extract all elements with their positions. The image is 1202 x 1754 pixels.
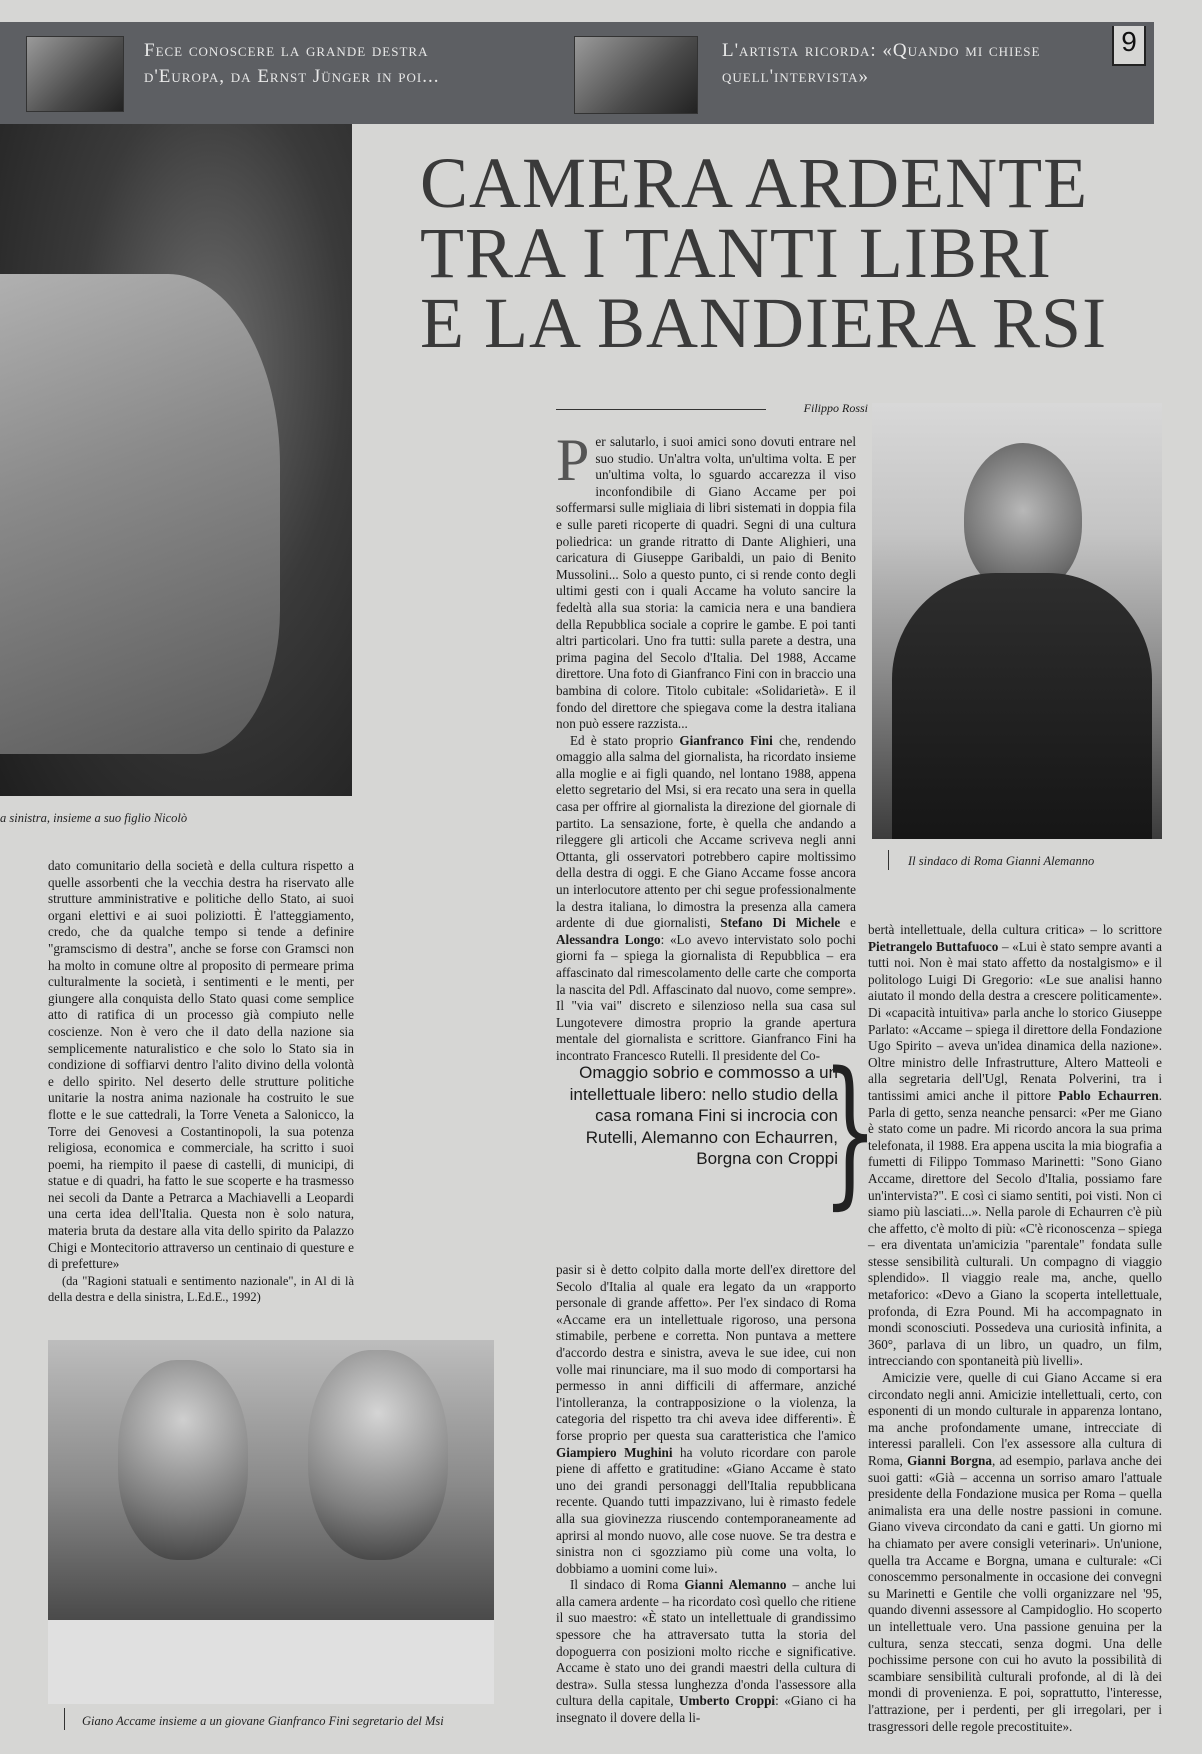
- text-run: Il sindaco di Roma: [570, 1577, 685, 1593]
- photo-alemanno: [872, 403, 1162, 839]
- name-croppi: Umberto Croppi: [679, 1693, 776, 1709]
- text-run: – anche lui alla camera ardente – ha ricordato così quello che ritiene il suo maestro: «È stato un intellettuale di grandissimo spessore che ha attraversato tutta la storia del dopoguerra con posizioni molto ricche e significative. Accame è stato uno dei grandi maestri della cultura di destra». Sulla stessa lunghezza d'onda l'assessore alla cultura della capitale,: [556, 1577, 856, 1709]
- caption-rule: [888, 850, 889, 870]
- photo-person-left: [118, 1360, 248, 1560]
- byline-author: Filippo Rossi: [803, 401, 868, 415]
- pull-quote: Omaggio sobrio e commosso a un intellettuale libero: nello studio della casa romana Fini si incrocia con Rutelli, Alemanno con Echaurren, Borgna con Croppi: [569, 1063, 838, 1168]
- photo-person-right: [308, 1350, 448, 1560]
- text-run: bertà intellettuale, della cultura critica» – lo scrittore: [868, 922, 1162, 937]
- text-run: , ad esempio, parlava anche dei suoi gatti: «Già – accenna un sorriso amaro l'attuale presidente della Fondazione musica per Roma – quella animalista era una delle nostre passioni in comune. Giano viveva circondato da cani e gatti. Un giorno mi ha chiamato per avere consigli veterinari». Un'unione, quella tra Accame e Borgna, umana e culturale: «Ci conoscemmo personalmente in occasione dei convegni su Marinetti e Gentile che volli organizzare nel '95, quando divenni assessore al Campidoglio. Ho scoperto un intellettuale vero. Una passione genuina per la cultura, senza steccati, senza dogmi. Una delle pochissime persone con cui ho avuto la possibilità di scambiare sensibilità culturali profonde, al di là dei mondi di provenienza. E poi, soprattutto, l'interesse, l'attrazione, per i perdenti, per gli irregolari, per i trasgressori delle regole precostituite».: [868, 1453, 1162, 1734]
- headline-line-1: CAMERA ARDENTE: [420, 143, 1089, 223]
- photo-table: [48, 1620, 494, 1704]
- pull-quote-brace: }: [822, 1037, 878, 1224]
- text-run: – «Lui è stato sempre avanti a tutti noi. Non è mai stato affetto da nostalgismo» e il politologo Luigi Di Gregorio: «Le sue analisi hanno aiutato il mondo della destra a crescere politicamente». Di «capacità intuitiva» parla anche lo storico Giuseppe Parlato: «Accame – spiega il direttore della Fondazione Ugo Spirito – aveva un'idea dinamica della nazione». Oltre ministro delle Infrastrutture, Altero Matteoli e alla segretaria dell'Ugl, Renata Polverini, tra i tantissimi amici anche il pittore: [868, 938, 1162, 1103]
- left-paragraph-1: dato comunitario della società e della cultura rispetto a quelle assorbenti che la vecchia destra ha riservato alle strutture amministrative e politiche dello Stato, ai suoi organi elettivi e ai suoi poliziotti. È l'atteggiamento, credo, che da qualche tempo si tende a definire "gramscismo di destra", anche se forse con Gramsci non ha molto in comune oltre al proposito di permeare prima culturalmente la società, i sentimenti e le menti, per giungere alla conquista dello Stato quasi come semplice atto di ratifica di un processo già compiuto nelle coscienze. Non è vero che il dato della nazione sia semplicemente naturalistico e che solo lo Stato sia in condizione di soffiarvi dentro l'alito divino della volontà e dello spirito. Nel deserto delle strutture politiche unitarie la nostra anima nazionale ha costruito le sue flotte e le sue cattedrali, la Torre Veneta a Salonicco, la Torre dei Genovesi a Costantinopoli, la sua potenza religiosa, economica e commerciale, ha scritto i suoi poemi, ha riempito il paese di castelli, di municipi, di statue e di quadri, ha fatto le sue scoperte e ha trasmesso nei secoli da Dante a Petrarca a Machiavelli a Leopardi una certa idea dell'Italia. Questa non è solo natura, materia bruta da destare alla vita dello spirito da Palazzo Chigi e Montecitorio attraverso un centinaio di questure e di prefetture»: [48, 858, 354, 1272]
- dropcap: P: [556, 427, 590, 493]
- headline-line-2: TRA I TANTI LIBRI: [420, 213, 1052, 293]
- teaser-right-text[interactable]: L'artista ricorda: «Quando mi chiese quell'intervista»: [722, 40, 1041, 87]
- middle-paragraph-1: er salutarlo, i suoi amici sono dovuti entrare nel suo studio. Un'altra volta, un'ultima volta. E per un'ultima volta, lo sguardo accarezza il viso inconfondibile di Giano Accame per poi soffermarsi sulle migliaia di libri sistemati in doppia fila e sulle pareti ricoperte di quadri. Segni di una cultura poliedrica: un grande ritratto di Dante Alighieri, una caricatura di Giuseppe Garibaldi, un paio di Benito Mussolini... Solo a questo punto, ci si rende conto degli ultimi gesti con i quali Accame ha voluto sancire la fedeltà alla sua storia: la camicia nera e una bandiera della Repubblica sociale a coprire le gambe. E poi tanti altri particolari. Uno fra tutti: sulla parete a destra, una prima pagina del Secolo d'Italia. Del 1988, Accame direttore. Una foto di Gianfranco Fini con in braccio una bambina di colore. Titolo cubitale: «Solidarietà». E il fondo del direttore che spiegava come la destra italiana non può essere razzista...: [556, 434, 856, 732]
- page-number: 9: [1112, 26, 1146, 66]
- left-paragraph-2: (da "Ragioni statuali e sentimento nazionale", in Al di là della destra e della sinistra, L.Ed.E., 1992): [48, 1273, 354, 1305]
- name-fini: Gianfranco Fini: [679, 732, 773, 748]
- caption-bottom: Giano Accame insieme a un giovane Gianfranco Fini segretario del Msi: [82, 1714, 444, 1728]
- teaser-right-thumbnail[interactable]: [574, 36, 698, 114]
- name-di-michele: Stefano Di Michele: [720, 915, 841, 931]
- name-borgna: Gianni Borgna: [907, 1453, 992, 1468]
- photo-suit: [892, 573, 1152, 839]
- text-run: pasir si è detto colpito dalla morte dell'ex direttore del Secolo d'Italia al quale era legato da un «rapporto personale di grande affetto». Per l'ex sindaco di Roma «Accame era un intellettuale rigoroso, una persona stimabile, perbene e corretta. Non puntava a mettere d'accordo destra e sinistra, aveva le sue idee, cui non volle mai rinunciare, ma il suo modo di comportarsi ha permesso in anni difficili di affermare, anziché l'intolleranza, la contrapposizione o la violenza, la categoria del rispetto tra chi aveva idee differenti». È forse proprio per questa sua caratteristica che l'amico: [556, 1262, 856, 1443]
- headline-line-3: E LA BANDIERA RSI: [420, 283, 1108, 363]
- headline: [420, 143, 1160, 363]
- photo-figure: [0, 274, 280, 754]
- photo-accame-fini: [48, 1340, 494, 1704]
- photo-accame-with-son: [0, 124, 352, 796]
- text-run: . Parla di getto, senza neanche pensarci: «Per me Giano è stato come un padre. Mi ricordo ancora la sua prima telefonata, il 1988. Era appena uscita la mia biografia a fumetti di Filippo Tommaso Marinetti: "Sono Giano Accame, direttore del Secolo d'Italia, possiamo fare un'intervista?". E così ci siamo sentiti, poi visti. Non ci siamo più lasciati...». Nella parole di Echaurren c'è più che affetto, c'è molto di più: «C'è riconoscenza – spiega – era diventata un'amicizia "parentale" fondata sulle stesse sensibilità culturali. Un compagno di viaggio splendido». Il viaggio reale ma, anche, quello metaforico: «Devo a Giano la scoperta intellettuale, profonda, di Ezra Pound. Mi ha accompagnato in mondi sconosciuti. Possedeva una curiosità infinita, a 360°, parlava di un libro, un quadro, un film, intrecciando con spontaneità più livelli».: [868, 1087, 1162, 1369]
- name-mughini: Giampiero Mughini: [556, 1444, 673, 1460]
- caption-top-left: a sinistra, insieme a suo figlio Nicolò: [0, 811, 188, 825]
- middle-column-bottom: [556, 1262, 856, 1727]
- right-column: [868, 922, 1162, 1735]
- text-run: Ed è stato proprio: [570, 732, 680, 748]
- caption-alemanno: Il sindaco di Roma Gianni Alemanno: [908, 854, 1095, 868]
- byline: [556, 401, 868, 416]
- top-banner: [0, 22, 1154, 124]
- name-echaurren: Pablo Echaurren: [1058, 1087, 1159, 1103]
- teaser-left-thumbnail[interactable]: [26, 36, 124, 112]
- text-run: : «Lo avevo intervistato solo pochi giorni fa – spiega la giornalista di Repubblica – era affascinato dal rimescolamento delle carte che comporta la nascita del Pdl. Affascinato dal nuovo, come sempre». Il "via vai" discreto e silenzioso nella sua casa sul Lungotevere dimostra proprio la grande apertura mentale del giornalista e scrittore. Gianfranco Fini ha incontrato Francesco Rutelli. Il presidente del Co-: [556, 931, 856, 1063]
- text-run: Amicizie vere, quelle di cui Giano Accame si era circondato negli anni. Amicizie intellettuali, certo, con esponenti di un mondo culturale in apparenza lontano, ma anche profondamente umane, intrecciate di interessi paralleli. Con l'ex assessore alla cultura di Roma,: [868, 1370, 1162, 1468]
- text-run: e: [840, 915, 856, 931]
- middle-column-top: [556, 427, 857, 1065]
- photo-head: [964, 443, 1082, 593]
- left-column: [48, 858, 354, 1306]
- teaser-left-text[interactable]: Fece conoscere la grande destra d'Europa, da Ernst Jünger in poi...: [144, 40, 440, 87]
- name-alemanno: Gianni Alemanno: [684, 1577, 787, 1593]
- text-run: : «Giano ci ha insegnato il dovere della li-: [556, 1693, 856, 1726]
- name-longo: Alessandra Longo: [556, 931, 661, 947]
- caption-rule-bottom: [64, 1708, 65, 1730]
- text-run: che, rendendo omaggio alla salma del giornalista, ha ricordato insieme alla moglie e ai figli quando, nel lontano 1988, appena eletto segretario del Msi, si era recato una sera in quella casa per offrire al giornalista la direzione del giornale di partito. La sensazione, forte, è quella che andando a rileggere gli articoli che Accame scriveva negli anni Ottanta, gli osservatori potrebbero capire moltissimo della destra di oggi. E che Giano Accame fosse ancora un interlocutore attento per chi segue professionalmente la destra italiana, lo dimostra la presenza alla camera ardente di due giornalisti,: [556, 732, 857, 931]
- name-buttafuoco: Pietrangelo Buttafuoco: [868, 938, 999, 954]
- text-run: ha voluto ricordare con parole piene di affetto e gratitudine: «Giano Accame è stato uno dei grandi personaggi dell'Italia repubblicana recente. Quando tutti impazzivano, lui è rimasto fedele alla sua giovinezza riuscendo contemporaneamente ad aprirsi al mondo nuovo, alle cose nuove. Se tra destra e sinistra non ci sgozziamo più come una volta, lo dobbiamo a uomini come lui».: [556, 1444, 856, 1576]
